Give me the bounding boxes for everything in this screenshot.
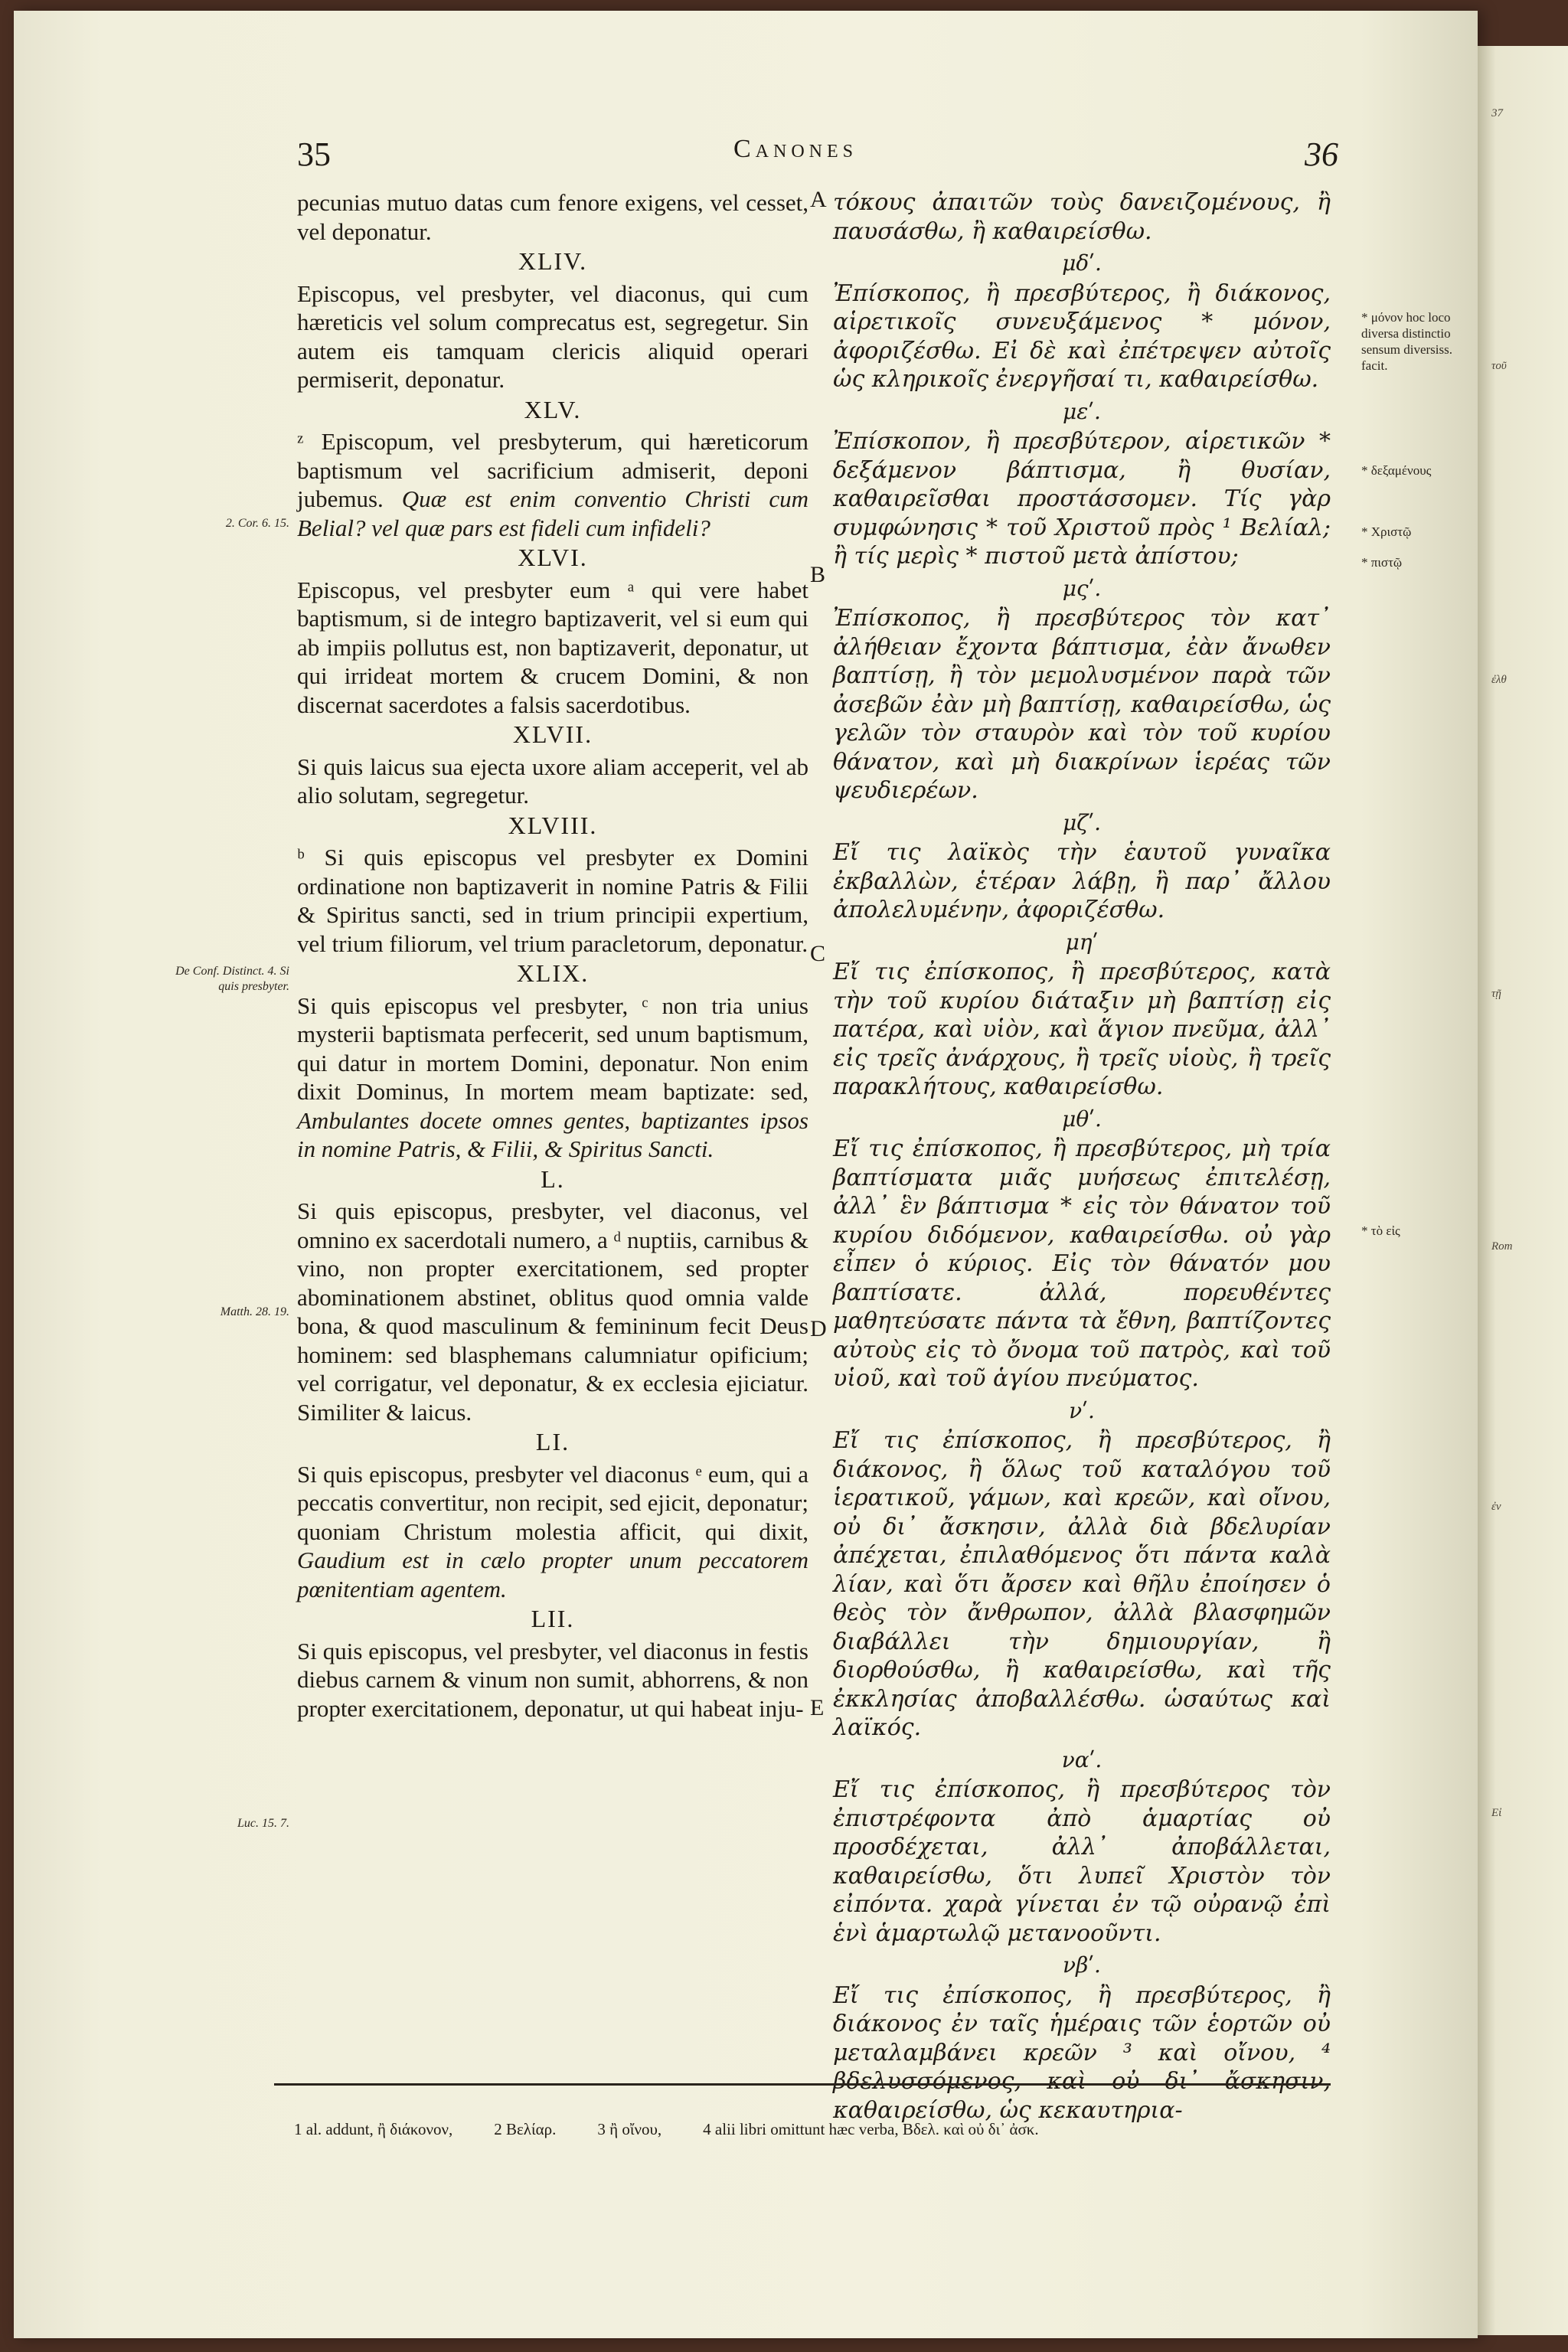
greek-canon-text bbox=[833, 188, 1331, 246]
latin-canon-text bbox=[297, 991, 808, 1164]
greek-canon-text bbox=[833, 604, 1331, 805]
latin-canon-text bbox=[297, 279, 808, 394]
latin-column bbox=[297, 188, 808, 1723]
latin-paragraph: Episcopus, vel presbyter eum ᵃ qui vere habet baptismum, si de integro baptizaverit, vel si eum qui ab impiis pollutus est, non baptizaverit, deponatur, ut qui irrideat mortem & crucem Domini, & non discernat sacerdotes a falsis sacerdotibus. bbox=[297, 576, 808, 718]
latin-paragraph: pecunias mutuo datas cum fenore exigens, vel cesset, vel deponatur. bbox=[297, 189, 808, 245]
latin-paragraph: Si quis episcopus, presbyter, vel diaconus, vel omnino ex sacerdotali numero, a ᵈ nuptiis, carnibus & vino, non propter exercitationem, sed propter abominationem abstinet, oblitus quod omnia valde bona, & quod masculinum & femininum fecit Deus hominem: sed blasphemans calumniatur opificium; vel corrigatur, vel deponatur, & ex ecclesia ejiciatur. Similiter & laicus. bbox=[297, 1197, 808, 1426]
greek-canon-text bbox=[833, 1775, 1331, 1948]
section-letter: A bbox=[810, 187, 827, 212]
scripture-quote: Gaudium est in cælo propter unum peccatorem pœnitentiam agentem. bbox=[297, 1547, 808, 1602]
greek-paragraph: Ἐπίσκοπον, ἢ πρεσβύτερον, αἱρετικῶν * δεξάμενον βάπτισμα, ἢ θυσίαν, καθαιρεῖσθαι προστάσσομεν. Τίς γὰρ συμφώνησις * τοῦ Χριστοῦ πρὸς ¹ Βελίαλ; ἢ τίς μερὶς * πιστοῦ μετὰ ἀπίστου; bbox=[833, 428, 1331, 570]
next-page-fragment: Εἰ bbox=[1491, 1807, 1502, 1819]
latin-canon-number: LI. bbox=[535, 1428, 570, 1455]
next-page-fragment: τοῦ bbox=[1491, 360, 1507, 372]
page-number-left: 35 bbox=[297, 136, 331, 173]
scripture-quote: Ambulantes docete omnes gentes, baptizantes ipsos in nomine Patris, & Filii, & Spiritus Sancti. bbox=[297, 1106, 808, 1162]
next-page-fragment: Rom bbox=[1491, 1240, 1513, 1253]
greek-paragraph: Εἴ τις ἐπίσκοπος, ἢ πρεσβύτερος, κατὰ τὴν τοῦ κυρίου διάταξιν μὴ βαπτίσῃ εἰς πατέρα, καὶ υἱὸν, καὶ ἅγιον πνεῦμα, ἀλλ᾽ εἰς τρεῖς ἀνάρχους, ἢ τρεῖς υἱοὺς, ἢ τρεῖς παρακλήτους, καθαιρείσθω. bbox=[833, 959, 1331, 1100]
margin-note-left: Luc. 15. 7. bbox=[237, 1817, 289, 1830]
latin-canon-number: L. bbox=[541, 1165, 565, 1193]
latin-canon-number: XLIX. bbox=[516, 959, 590, 987]
latin-paragraph: ᶻ Episcopum, vel presbyterum, qui hæreticorum baptismum vel sacrificium admiserit, deponi jubemus. bbox=[297, 428, 808, 512]
margin-note-right: * πιστῷ bbox=[1361, 555, 1403, 570]
margin-note-left: De Conf. Distinct. 4. Si quis presbyter. bbox=[175, 965, 289, 993]
section-letter: D bbox=[810, 1316, 827, 1341]
latin-canon-text bbox=[297, 1460, 808, 1604]
margin-note-right: * τὸ εἰς bbox=[1361, 1223, 1400, 1238]
next-page-edge bbox=[1478, 46, 1568, 2335]
greek-canon-text bbox=[833, 958, 1331, 1102]
footnote: 2 Βελίαρ. bbox=[494, 2120, 557, 2138]
margin-note-right: * Χριστῷ bbox=[1361, 524, 1412, 539]
page-number-right: 36 bbox=[1305, 136, 1338, 173]
section-letter: E bbox=[810, 1695, 825, 1720]
section-letter: C bbox=[810, 941, 826, 966]
latin-canon-text bbox=[297, 1637, 808, 1723]
greek-paragraph: Ἐπίσκοπος, ἢ πρεσβύτερος τὸν κατ᾽ ἀλήθειαν ἔχοντα βάπτισμα, ἐὰν ἄνωθεν βαπτίσῃ, ἢ τὸν μεμολυσμένον παρὰ τῶν ἀσεβῶν ἐὰν μὴ βαπτίσῃ, καθαιρείσθω, ὡς γελῶν τὸν σταυρὸν καὶ τὸν τοῦ κυρίου θάνατον, καὶ μὴ διακρίνων ἱερέας τῶν ψευδιερέων. bbox=[833, 605, 1331, 804]
greek-canon-number: μςʹ. bbox=[1062, 575, 1102, 601]
latin-canon-text bbox=[297, 576, 808, 720]
greek-canon-number: νβʹ. bbox=[1063, 1952, 1101, 1978]
next-page-fragment: τῇ bbox=[1491, 988, 1501, 1000]
greek-column bbox=[833, 188, 1331, 2125]
next-page-fragment: ἐλθ bbox=[1491, 674, 1507, 686]
margin-note-left: 2. Cor. 6. 15. bbox=[225, 517, 289, 530]
greek-canon-number: μδʹ. bbox=[1062, 250, 1102, 276]
running-title: Canones bbox=[733, 135, 858, 163]
latin-canon-text bbox=[297, 1197, 808, 1426]
greek-canon-number: μηʹ bbox=[1065, 929, 1099, 955]
footnotes bbox=[294, 2120, 1366, 2139]
greek-paragraph: Εἴ τις ἐπίσκοπος, ἢ πρεσβύτερος, ἢ διάκονος, ἢ ὅλως τοῦ καταλόγου τοῦ ἱερατικοῦ, γάμων, καὶ κρεῶν, καὶ οἴνου, οὐ δι᾽ ἄσκησιν, ἀλλὰ διὰ βδελυρίαν ἀπέχεται, ἐπιλαθόμενος ὅτι πάντα καλὰ λίαν, καὶ ὅτι ἄρσεν καὶ θῆλυ ἐποίησεν ὁ θεὸς τὸν ἄνθρωπον, ἀλλὰ βλασφημῶν διαβάλλει τὴν δημιουργίαν, ἢ διορθούσθω, ἢ καθαιρείσθω, καὶ τῆς ἐκκλησίας ἀποβαλλέσθω. ὡσαύτως καὶ λαϊκός. bbox=[833, 1427, 1331, 1741]
next-page-fragment: ἐν bbox=[1491, 1501, 1501, 1513]
footnote-rule bbox=[274, 2083, 1331, 2086]
greek-canon-text bbox=[833, 1981, 1331, 2125]
latin-canon-text bbox=[297, 188, 808, 246]
greek-canon-text bbox=[833, 427, 1331, 571]
latin-canon-number: XLVI. bbox=[518, 544, 588, 571]
greek-paragraph: Εἴ τις ἐπίσκοπος, ἢ πρεσβύτερος, μὴ τρία βαπτίσματα μιᾶς μυήσεως ἐπιτελέσῃ, ἀλλ᾽ ἓν βάπτισμα * εἰς τὸν θάνατον τοῦ κυρίου διδόμενον, καθαιρείσθω. οὐ γὰρ εἶπεν ὁ κύριος. Εἰς τὸν θάνατόν μου βαπτίσατε. ἀλλά, πορευθέντες μαθητεύσατε πάντα τὰ ἔθνη, βαπτίζοντες αὐτοὺς εἰς τὸ ὄνομα τοῦ πατρὸς, καὶ τοῦ υἱοῦ, καὶ τοῦ ἁγίου πνεύματος. bbox=[833, 1135, 1331, 1392]
footnote: 1 al. addunt, ἢ διάκονον, bbox=[294, 2120, 453, 2138]
latin-paragraph: Si quis laicus sua ejecta uxore aliam acceperit, vel ab alio solutam, segregetur. bbox=[297, 753, 808, 808]
greek-paragraph: τόκους ἀπαιτῶν τοὺς δανειζομένους, ἢ παυσάσθω, ἢ καθαιρείσθω. bbox=[833, 189, 1331, 245]
next-page-fragment: 37 bbox=[1491, 107, 1503, 119]
footnote: 4 alii libri omittunt hæc verba, Βδελ. καὶ οὐ δι᾽ ἀσκ. bbox=[703, 2120, 1039, 2138]
latin-canon-number: XLVII. bbox=[512, 720, 593, 748]
scripture-quote: Quæ est enim conventio Christi cum Belial? vel quæ pars est fideli cum infideli? bbox=[297, 485, 808, 541]
latin-canon-number: XLVIII. bbox=[508, 811, 598, 839]
latin-paragraph: Episcopus, vel presbyter, vel diaconus, qui cum hæreticis vel solum comprecatus est, segregetur. Sin autem eis tamquam clericis aliquid operari permiserit, deponatur. bbox=[297, 279, 808, 393]
latin-paragraph: ᵇ Si quis episcopus vel presbyter ex Domini ordinatione non baptizaverit in nomine Patris & Filii & Spiritus sancti, sed in trium principii expertium, vel trium filiorum, vel trium paracletorum, deponatur. bbox=[297, 844, 808, 957]
greek-canon-text bbox=[833, 838, 1331, 925]
greek-paragraph: Εἴ τις ἐπίσκοπος, ἢ πρεσβύτερος τὸν ἐπιστρέφοντα ἀπὸ ἁμαρτίας οὐ προσδέχεται, ἀλλ᾽ ἀποβάλλεται, καθαιρείσθω, ὅτι λυπεῖ Χριστὸν τὸν εἰπόντα. χαρὰ γίνεται ἐν τῷ οὐρανῷ ἐπὶ ἑνὶ ἁμαρτωλῷ μετανοοῦντι. bbox=[833, 1776, 1331, 1947]
footnote: 3 ἢ οἴνου, bbox=[597, 2120, 662, 2138]
greek-paragraph: Εἴ τις ἐπίσκοπος, ἢ πρεσβύτερος, ἢ διάκονος ἐν ταῖς ἡμέραις τῶν ἑορτῶν οὐ μεταλαμβάνει κρεῶν ³ καὶ οἴνου, ⁴ βδελυσσόμενος, καὶ οὐ δι᾽ ἄσκησιν, καθαιρείσθω, ὡς κεκαυτηρια- bbox=[833, 1981, 1331, 2124]
section-letter: B bbox=[810, 562, 826, 587]
latin-paragraph: Si quis episcopus, presbyter vel diaconus ᵉ eum, qui a peccatis convertitur, non recipit, sed ejicit, deponatur; quoniam Christum molestia afficit, qui dixit, bbox=[297, 1460, 808, 1545]
latin-paragraph: Si quis episcopus vel presbyter, ᶜ non tria unius mysterii baptismata perfecerit, sed unum baptismum, qui datur in mortem Domini, deponatur. Non enim dixit Dominus, In mortem meam baptizate: sed, bbox=[297, 991, 808, 1105]
margin-note-right: * δεξαμένους bbox=[1361, 463, 1432, 478]
latin-canon-text bbox=[297, 427, 808, 542]
book-page bbox=[14, 11, 1478, 2338]
greek-canon-text bbox=[833, 279, 1331, 394]
latin-canon-number: XLIV. bbox=[518, 247, 588, 275]
greek-canon-text bbox=[833, 1135, 1331, 1393]
latin-paragraph: Si quis episcopus, vel presbyter, vel diaconus in festis diebus carnem & vinum non sumit, abhorrens, & non propter exercitationem, deponatur, ut qui habeat inju- bbox=[297, 1637, 808, 1722]
greek-canon-number: νʹ. bbox=[1069, 1397, 1095, 1423]
greek-canon-number: ναʹ. bbox=[1061, 1746, 1102, 1772]
margin-note-left: Matth. 28. 19. bbox=[220, 1305, 289, 1318]
greek-paragraph: Ἐπίσκοπος, ἢ πρεσβύτερος, ἢ διάκονος, αἱρετικοῖς συνευξάμενος * μόνον, ἀφοριζέσθω. Εἰ δὲ καὶ ἐπέτρεψεν αὐτοῖς ὡς κληρικοῖς ἐνεργῆσαί τι, καθαιρείσθω. bbox=[833, 279, 1331, 393]
latin-canon-number: LII. bbox=[531, 1605, 575, 1632]
latin-canon-text bbox=[297, 753, 808, 810]
greek-canon-number: μθʹ. bbox=[1062, 1106, 1102, 1132]
greek-canon-text bbox=[833, 1426, 1331, 1743]
latin-canon-text bbox=[297, 843, 808, 958]
latin-canon-number: XLV. bbox=[524, 395, 582, 423]
greek-canon-number: μεʹ. bbox=[1063, 398, 1101, 424]
greek-canon-number: μζʹ. bbox=[1062, 809, 1102, 835]
margin-note-right: * μόνον hoc loco diversa distinctio sensum diversiss. facit. bbox=[1361, 310, 1452, 373]
greek-paragraph: Εἴ τις λαϊκὸς τὴν ἑαυτοῦ γυναῖκα ἐκβαλλὼν, ἑτέραν λάβῃ, ἢ παρ᾽ ἄλλου ἀπολελυμένην, ἀφοριζέσθω. bbox=[833, 839, 1331, 923]
